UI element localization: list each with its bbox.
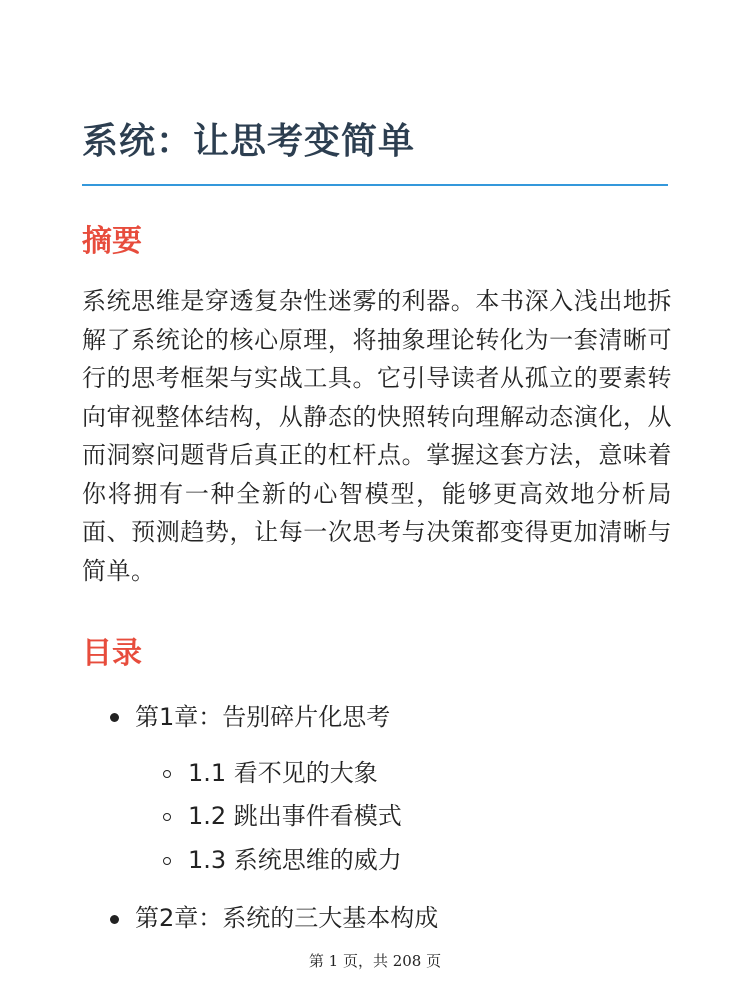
toc-item-label: 第2章：系统的三大基本构成: [135, 904, 439, 932]
bullet-disc-icon: [110, 713, 119, 722]
summary-heading: 摘要: [82, 224, 142, 259]
document-title: 系统：让思考变简单: [82, 121, 416, 162]
bullet-disc-icon: [110, 915, 119, 924]
toc-item-label: 1.1 看不见的大象: [188, 759, 378, 787]
summary-paragraph: 系统思维是穿透复杂性迷雾的利器。本书深入浅出地拆解了系统论的核心原理，将抽象理论转化为一套清晰可行的思考框架与实战工具。它引导读者从孤立的要素转向审视整体结构，从静态的快照转向理解动态演化，从而洞察问题背后真正的杠杆点。掌握这套方法，意味着你将拥有一种全新的心智模型，能够更高效地分析局面、预测趋势，让每一次思考与决策都变得更加清晰与简单。: [82, 287, 672, 585]
toc-item-label: 1.3 系统思维的威力: [188, 846, 402, 874]
bullet-circle-icon: [163, 857, 171, 865]
page-number-footer: 第 1 页，共 208 页: [308, 952, 442, 970]
toc-heading: 目录: [82, 636, 142, 671]
bullet-circle-icon: [163, 770, 171, 778]
bullet-circle-icon: [163, 813, 171, 821]
title-divider: [82, 184, 668, 186]
toc-item-label: 1.2 跳出事件看模式: [188, 802, 402, 830]
toc-item-label: 第1章：告别碎片化思考: [135, 703, 391, 731]
